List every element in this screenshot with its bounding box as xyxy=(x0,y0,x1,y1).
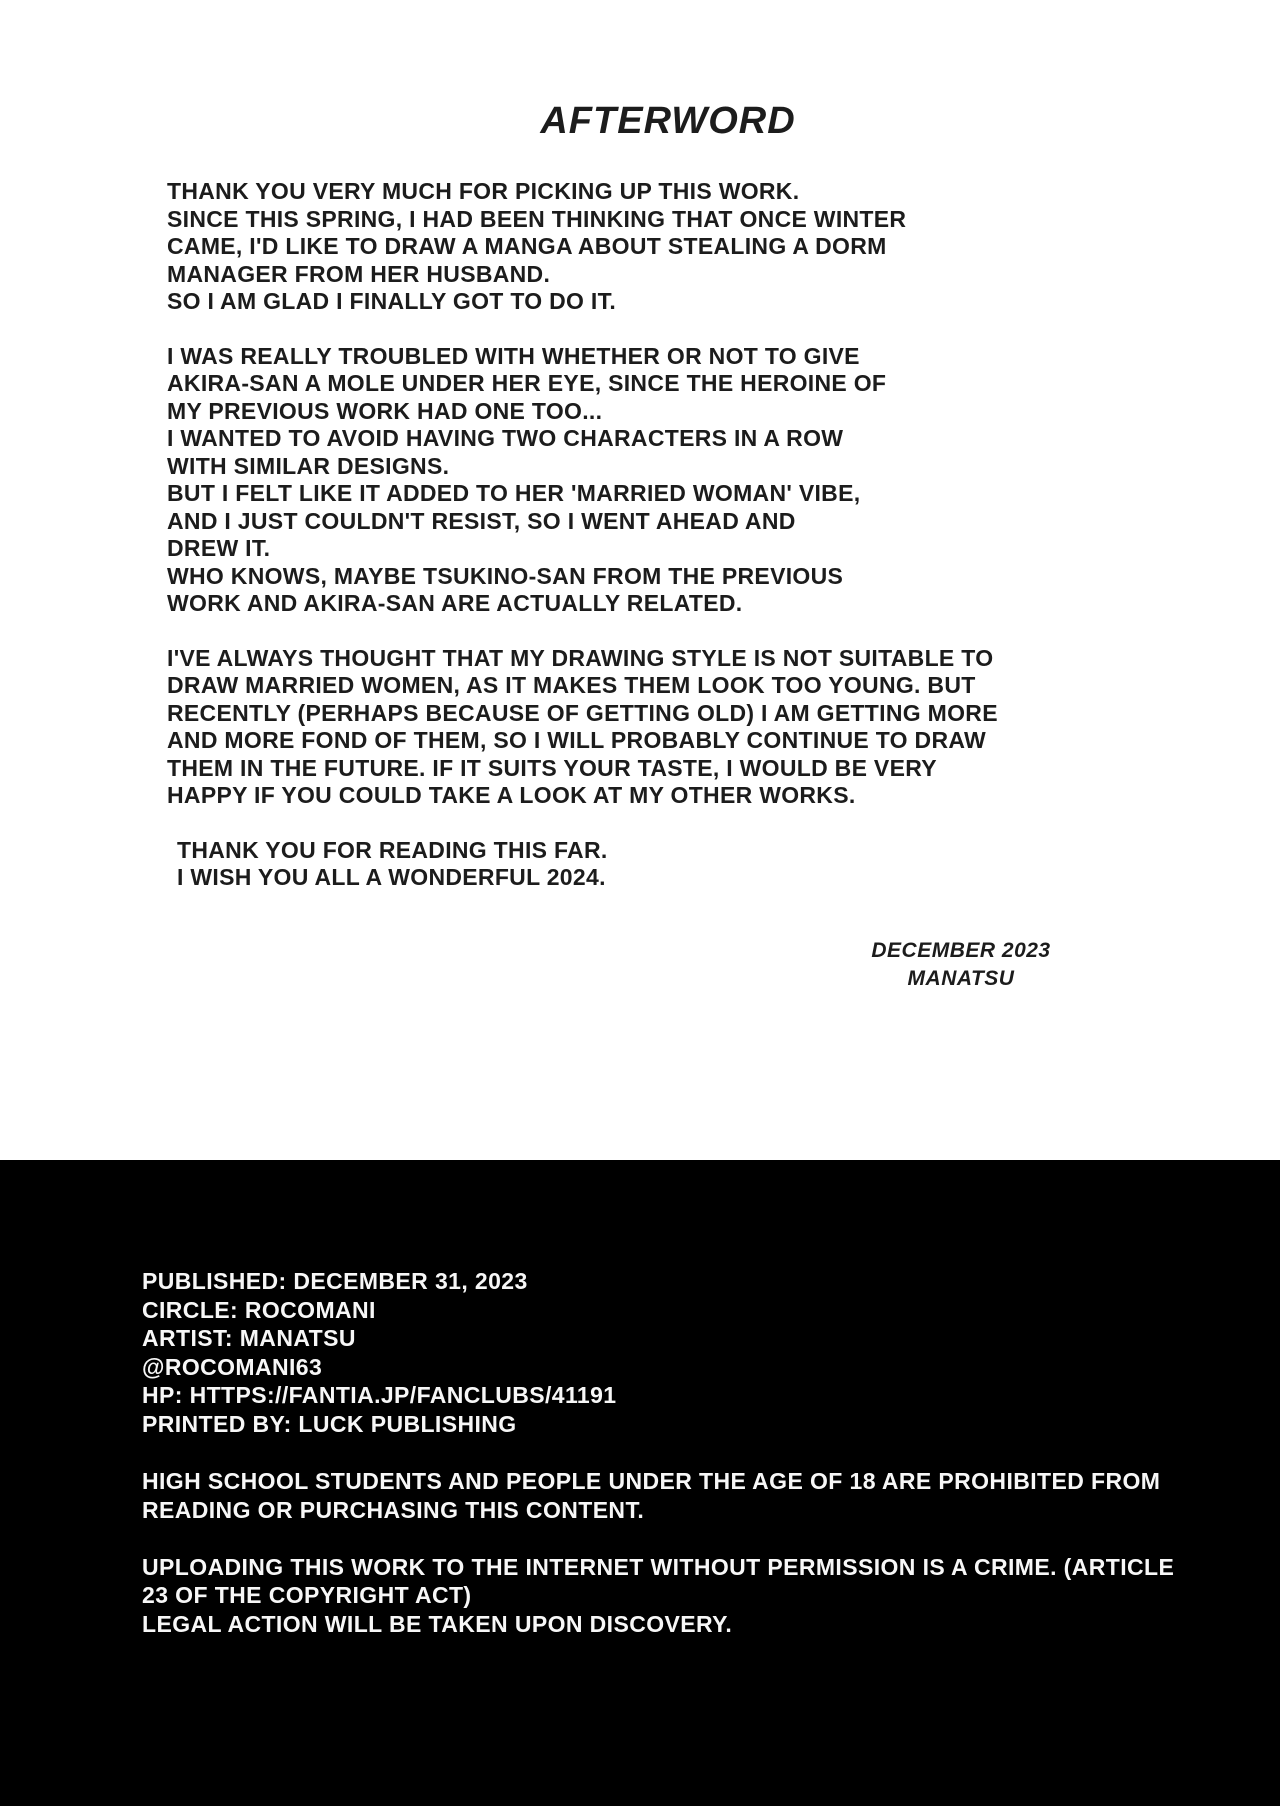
text-line: HIGH SCHOOL STUDENTS AND PEOPLE UNDER THE AGE OF 18 ARE PROHIBITED FROM xyxy=(142,1468,1161,1495)
copyright-notice xyxy=(142,1553,1202,1639)
text-line: MANAGER FROM HER HUSBAND. xyxy=(167,260,551,287)
colophon-body xyxy=(142,1267,1202,1667)
text-line: WITH SIMILAR DESIGNS. xyxy=(167,452,450,479)
text-line: AKIRA-SAN A MOLE UNDER HER EYE, SINCE THE HEROINE OF xyxy=(167,370,887,396)
afterword-body xyxy=(167,178,1147,919)
text-line: SO I AM GLAD I FINALLY GOT TO DO IT. xyxy=(167,288,617,314)
text-line: WHO KNOWS, MAYBE TSUKINO-SAN FROM THE PREVIOUS xyxy=(167,562,844,589)
text-line: HAPPY IF YOU COULD TAKE A LOOK AT MY OTHER WORKS. xyxy=(167,782,856,808)
text-line: AND I JUST COULDN'T RESIST, SO I WENT AHEAD AND xyxy=(167,507,796,534)
text-line: THANK YOU FOR READING THIS FAR. xyxy=(177,836,608,863)
text-line: RECENTLY (PERHAPS BECAUSE OF GETTING OLD) I AM GETTING MORE xyxy=(167,699,998,726)
text-line: UPLOADING THIS WORK TO THE INTERNET WITHOUT PERMISSION IS A CRIME. (ARTICLE xyxy=(142,1553,1175,1580)
text-line: BUT I FELT LIKE IT ADDED TO HER 'MARRIED WOMAN' VIBE, xyxy=(167,480,861,506)
text-line: PRINTED BY: LUCK PUBLISHING xyxy=(142,1410,517,1437)
text-line: CIRCLE: ROCOMANI xyxy=(142,1296,376,1323)
text-line: ARTIST: MANATSU xyxy=(142,1325,356,1352)
text-line: PUBLISHED: DECEMBER 31, 2023 xyxy=(142,1268,528,1294)
text-line: THEM IN THE FUTURE. IF IT SUITS YOUR TASTE, I WOULD BE VERY xyxy=(167,754,937,781)
afterword-paragraph-thanks xyxy=(167,837,1147,892)
afterword-paragraph-style xyxy=(167,645,1147,810)
text-line: I WANTED TO AVOID HAVING TWO CHARACTERS IN A ROW xyxy=(167,425,844,451)
age-restriction-notice xyxy=(142,1467,1202,1524)
text-line: SINCE THIS SPRING, I HAD BEEN THINKING THAT ONCE WINTER xyxy=(167,205,907,232)
text-line: AND MORE FOND OF THEM, SO I WILL PROBABLY CONTINUE TO DRAW xyxy=(167,727,987,753)
text-line: DRAW MARRIED WOMEN, AS IT MAKES THEM LOOK TOO YOUNG. BUT xyxy=(167,672,976,698)
text-line: @ROCOMANI63 xyxy=(142,1353,323,1380)
colophon-section xyxy=(0,1160,1280,1806)
text-line: WORK AND AKIRA-SAN ARE ACTUALLY RELATED. xyxy=(167,590,743,616)
afterword-paragraph-intro xyxy=(167,178,1147,316)
text-line: THANK YOU VERY MUCH FOR PICKING UP THIS WORK. xyxy=(167,178,800,204)
text-line: MY PREVIOUS WORK HAD ONE TOO... xyxy=(167,397,603,424)
text-line: LEGAL ACTION WILL BE TAKEN UPON DISCOVERY. xyxy=(142,1610,733,1637)
signature-name: MANATSU xyxy=(907,967,1015,990)
afterword-paragraph-mole xyxy=(167,343,1147,618)
text-line: READING OR PURCHASING THIS CONTENT. xyxy=(142,1496,645,1523)
signature-date: DECEMBER 2023 xyxy=(871,939,1051,962)
signature-block xyxy=(856,937,1066,993)
text-line: HP: HTTPS://FANTIA.JP/FANCLUBS/41191 xyxy=(142,1382,617,1409)
publication-info xyxy=(142,1267,1202,1439)
text-line: I WAS REALLY TROUBLED WITH WHETHER OR NOT TO GIVE xyxy=(167,342,860,369)
text-line: CAME, I'D LIKE TO DRAW A MANGA ABOUT STEALING A DORM xyxy=(167,233,887,259)
text-line: 23 OF THE COPYRIGHT ACT) xyxy=(142,1582,472,1609)
text-line: I WISH YOU ALL A WONDERFUL 2024. xyxy=(177,864,606,890)
page-title: AFTERWORD xyxy=(540,100,796,142)
text-line: DREW IT. xyxy=(167,535,271,561)
text-line: I'VE ALWAYS THOUGHT THAT MY DRAWING STYLE IS NOT SUITABLE TO xyxy=(167,644,994,671)
